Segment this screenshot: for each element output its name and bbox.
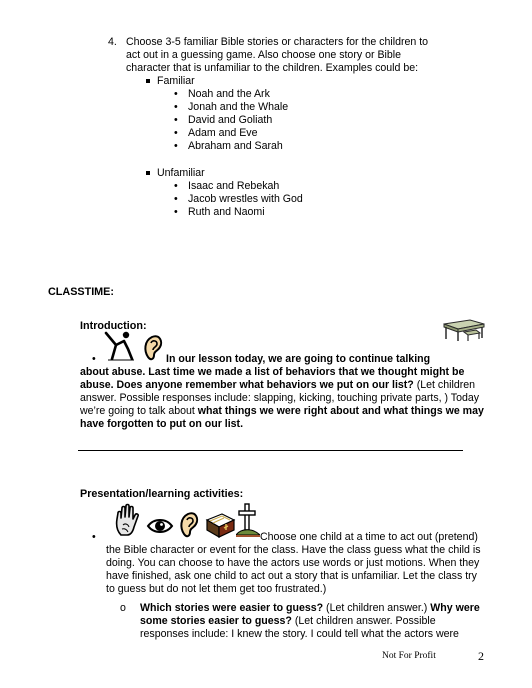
intro-line-4: answer. Possible responses include: slapping, kicking, touching private parts, ) Today xyxy=(80,392,480,404)
presentation-line-3: doing. You can choose to have the actors use words or just motions. When they xyxy=(106,557,480,569)
sub-line-1 xyxy=(140,602,480,615)
familiar-item: Abraham and Sarah xyxy=(188,140,283,152)
intro-line-5-bold: what things we were right about and what things we may xyxy=(197,405,484,417)
ear-icon xyxy=(142,333,164,363)
introduction-heading: Introduction: xyxy=(80,320,147,332)
square-bullet-icon xyxy=(146,171,150,175)
hand-icon xyxy=(114,503,140,537)
sub-line-3: responses include: I knew the story. I could tell what the actors were xyxy=(140,628,459,640)
section-divider xyxy=(78,450,463,451)
intro-line-3 xyxy=(80,379,475,392)
bullet-icon: • xyxy=(92,531,96,543)
list-number: 4. xyxy=(108,36,117,48)
bullet-icon: • xyxy=(174,180,178,192)
intro-line-2: about abuse. Last time we made a list of behaviors that we thought might be xyxy=(80,366,465,378)
familiar-item: Adam and Eve xyxy=(188,127,258,139)
footer-text: Not For Profit xyxy=(382,651,436,661)
presentation-line-2: the Bible character or event for the class. Have the class guess what the child is xyxy=(106,544,481,556)
intro-line-6: have forgotten to put on our list. xyxy=(80,418,244,430)
circle-bullet-icon: o xyxy=(120,602,126,614)
presentation-line-1: Choose one child at a time to act out (pretend) xyxy=(260,531,478,543)
question-easier: Which stories were easier to guess? xyxy=(140,602,324,614)
intro-question: abuse. Does anyone remember what behaviors we put on our list? xyxy=(80,379,414,391)
unfamiliar-item: Ruth and Naomi xyxy=(188,206,265,218)
item4-line-2: act out in a guessing game. Also choose one story or Bible xyxy=(126,49,402,61)
intro-note: (Let children xyxy=(413,379,476,391)
item4-line-3: character that is unfamiliar to the children. Examples could be: xyxy=(126,62,419,74)
presentation-line-4: have finished, ask one child to act out a story that is unfamiliar. Let the class try xyxy=(106,570,477,582)
bullet-icon: • xyxy=(174,127,178,139)
bullet-icon: • xyxy=(174,193,178,205)
unfamiliar-item: Isaac and Rebekah xyxy=(188,180,280,192)
square-bullet-icon xyxy=(146,79,150,83)
question-why-cont: some stories easier to guess? xyxy=(140,615,292,627)
familiar-label: Familiar xyxy=(157,75,195,87)
cross-icon xyxy=(236,502,260,540)
presentation-heading: Presentation/learning activities: xyxy=(80,488,244,500)
bullet-icon: • xyxy=(92,353,96,365)
bullet-icon: • xyxy=(174,140,178,152)
question-why: Why were xyxy=(430,602,480,614)
bible-icon xyxy=(204,510,236,540)
intro-line-5 xyxy=(80,405,484,418)
item4-line-1: Choose 3-5 familiar Bible stories or characters for the children to xyxy=(126,36,429,48)
sub-line-2 xyxy=(140,615,436,628)
familiar-item: David and Goliath xyxy=(188,114,273,126)
eye-icon xyxy=(146,517,174,535)
unfamiliar-label: Unfamiliar xyxy=(157,167,205,179)
ear-icon xyxy=(178,510,200,540)
bullet-icon: • xyxy=(174,114,178,126)
page-number: 2 xyxy=(478,649,484,663)
familiar-item: Jonah and the Whale xyxy=(188,101,289,113)
desk-icon xyxy=(440,316,488,342)
familiar-item: Noah and the Ark xyxy=(188,88,270,100)
presentation-line-5: to guess but do not let them get too frustrated.) xyxy=(106,583,327,595)
intro-line-5-normal: we’re going to talk about xyxy=(80,405,198,417)
bullet-icon: • xyxy=(174,88,178,100)
sub-line-2-note: (Let children answer. Possible xyxy=(291,615,436,627)
sub-line-1-note: (Let children answer.) xyxy=(323,602,431,614)
intro-line-1: In our lesson today, we are going to continue talking xyxy=(166,353,431,365)
person-stretching-icon xyxy=(102,329,136,363)
classtime-heading: CLASSTIME: xyxy=(48,286,114,298)
bullet-icon: • xyxy=(174,206,178,218)
unfamiliar-item: Jacob wrestles with God xyxy=(188,193,303,205)
bullet-icon: • xyxy=(174,101,178,113)
